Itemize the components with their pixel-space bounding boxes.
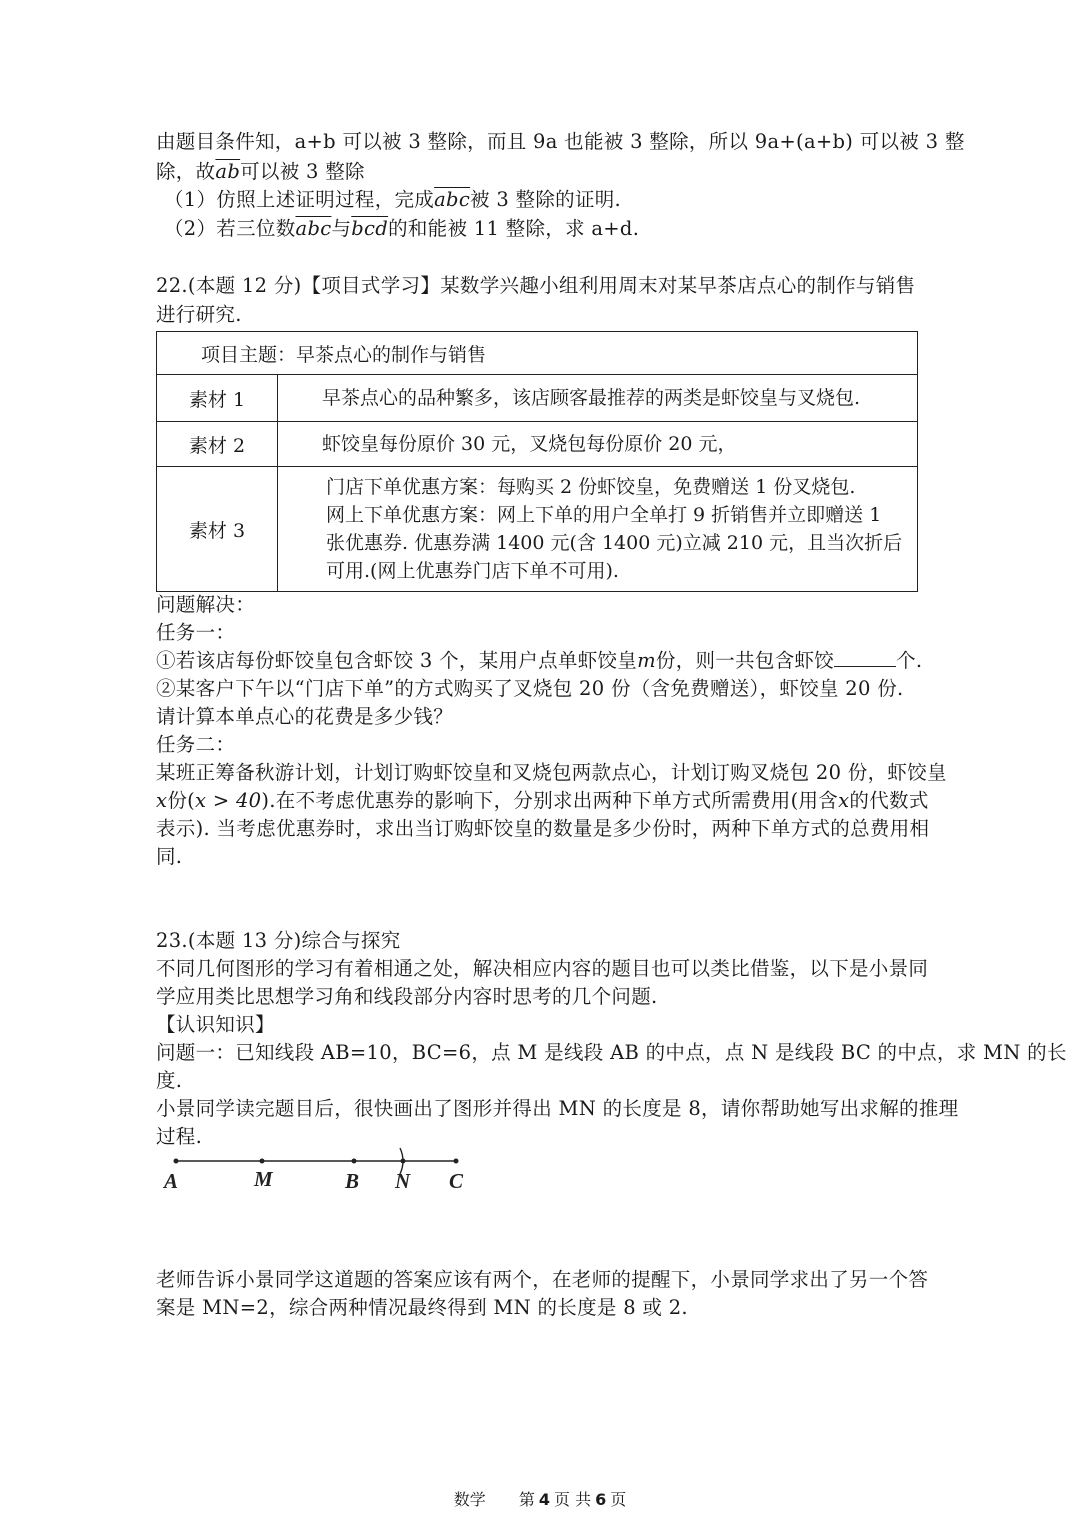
intro-q1: （1）仿照上述证明过程，完成$\overline{abc}$被 3 整除的证明.	[164, 188, 622, 211]
task1-item-2b: 请计算本单点心的花费是多少钱？	[156, 705, 454, 728]
task2-heading: 任务二：	[156, 733, 236, 756]
problem1-line-2: 度.	[156, 1069, 183, 1092]
page-footer: 数学 第 4 页 共 6 页	[453, 1490, 627, 1509]
label-m: M	[254, 1167, 273, 1191]
q23-header: 23.(本题 13 分)综合与探究	[156, 929, 401, 952]
task2-line-2: x份(x > 40).在不考虑优惠券的影响下，分别求出两种下单方式所需费用(用含x的代数式	[156, 789, 929, 812]
q22-header-1: 22.(本题 12 分)【项目式学习】某数学兴趣小组利用周末对某早茶店点心的制作与销售	[156, 274, 916, 297]
task1-heading: 任务一：	[156, 621, 236, 644]
point-b-dot	[352, 1159, 357, 1164]
q22-header-2: 进行研究.	[156, 303, 242, 326]
point-c-dot	[454, 1159, 459, 1164]
intro-q2: （2）若三位数$\overline{abc}$与$\overline{bcd}$的和能被 11 整除，求 a+d.	[164, 217, 640, 240]
reading-line-1: 小景同学读完题目后，很快画出了图形并得出 MN 的长度是 8，请你帮助她写出求解的推理	[156, 1097, 959, 1120]
point-m-dot	[260, 1159, 265, 1164]
material-name: 素材 3	[157, 467, 278, 592]
label-b: B	[345, 1169, 360, 1193]
table-row	[157, 422, 918, 467]
project-topic: 项目主题：早茶点心的制作与销售	[157, 332, 918, 375]
label-c: C	[449, 1169, 464, 1193]
line-segment-figure	[150, 1140, 480, 1200]
q23-para-1: 不同几何图形的学习有着相通之处，解决相应内容的题目也可以类比借鉴，以下是小景同	[156, 957, 929, 980]
overline-abc: $\overline{abc}$	[434, 188, 471, 211]
material-name: 素材 1	[157, 375, 278, 422]
point-a-dot	[174, 1159, 179, 1164]
overline-ab: $\overline{ab}$	[215, 160, 241, 183]
problem1-line-1: 问题一：已知线段 AB=10，BC=6，点 M 是线段 AB 的中点，点 N 是线段 BC 的中点，求 MN 的长	[156, 1041, 1067, 1064]
footer-page-total: 6	[595, 1490, 607, 1509]
task1-item-1: ①若该店每份虾饺皇包含虾饺 3 个，某用户点单虾饺皇m份，则一共包含虾饺 个.	[156, 649, 923, 672]
materials-table	[156, 331, 918, 592]
material-text: 虾饺皇每份原价 30 元，叉烧包每份原价 20 元，	[278, 422, 918, 467]
solve-heading: 问题解决：	[156, 593, 256, 616]
material-text: 门店下单优惠方案：每购买 2 份虾饺皇，免费赠送 1 份叉烧包. 网上下单优惠方案：网上下单的用户全单打 9 折销售并立即赠送 1 张优惠券. 优惠券满 1400 元(含 1400 元)立减 210 元，且当次折后 可用.(网上优惠券门店下单不可用).	[278, 467, 918, 592]
task1-item-2: ②某客户下午以“门店下单”的方式购买了叉烧包 20 份（含免费赠送），虾饺皇 20 份.	[156, 677, 904, 700]
table-row	[157, 467, 918, 592]
teacher-line-1: 老师告诉小景同学这道题的答案应该有两个，在老师的提醒下，小景同学求出了另一个答	[156, 1268, 929, 1291]
footer-page-number: 4	[538, 1490, 550, 1509]
q23-para-2: 学应用类比思想学习角和线段部分内容时思考的几个问题.	[156, 985, 658, 1008]
footer-subject: 数学	[453, 1490, 486, 1509]
task2-line-3: 表示). 当考虑优惠券时，求出当订购虾饺皇的数量是多少份时，两种下单方式的总费用相	[156, 817, 930, 840]
task2-line-1: 某班正筹备秋游计划，计划订购虾饺皇和叉烧包两款点心，计划订购叉烧包 20 份，虾饺皇	[156, 761, 947, 784]
material-text: 早茶点心的品种繁多，该店顾客最推荐的两类是虾饺皇与叉烧包.	[278, 375, 918, 422]
table-row	[157, 375, 918, 422]
intro-line-2: 除，故$\overline{ab}$可以被 3 整除	[156, 160, 365, 183]
material-name: 素材 2	[157, 422, 278, 467]
teacher-line-2: 案是 MN=2，综合两种情况最终得到 MN 的长度是 8 或 2.	[156, 1296, 688, 1319]
intro-line-1: 由题目条件知，a+b 可以被 3 整除，而且 9a 也能被 3 整除，所以 9a+(a+b) 可以被 3 整	[156, 130, 965, 153]
task2-line-4: 同.	[156, 845, 183, 868]
label-n: N	[395, 1169, 411, 1193]
answer-blank	[834, 648, 896, 667]
know-heading: 【认识知识】	[156, 1013, 275, 1036]
label-a: A	[164, 1169, 179, 1193]
reading-line-2: 过程.	[156, 1125, 203, 1148]
